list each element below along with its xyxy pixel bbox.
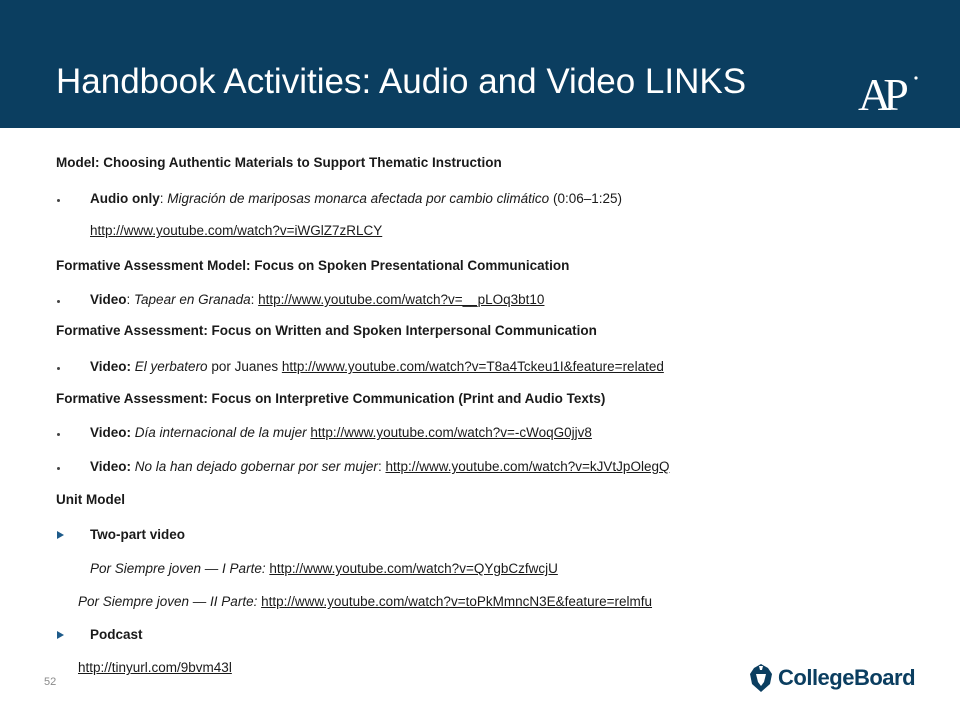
ap-logo bbox=[858, 70, 920, 116]
gobernar-link[interactable]: http://www.youtube.com/watch?v=kJVtJpOlegQ bbox=[385, 459, 670, 474]
fa-spoken-heading: Formative Assessment Model: Focus on Spoken Presentational Communication bbox=[56, 258, 570, 273]
arrow-bullet-icon bbox=[57, 631, 64, 639]
video-label: Video: bbox=[90, 459, 132, 474]
yerbatero-link[interactable]: http://www.youtube.com/watch?v=T8a4Tckeu1I&feature=related bbox=[281, 359, 664, 374]
bullet-dot bbox=[57, 367, 60, 370]
audio-time: (0:06–1:25) bbox=[549, 191, 623, 206]
part1-link[interactable]: http://www.youtube.com/watch?v=QYgbCzfwcjU bbox=[269, 561, 558, 576]
part2-title: Por Siempre joven — II Parte: bbox=[78, 594, 258, 609]
video-by: por Juanes bbox=[207, 359, 282, 374]
bullet-dot bbox=[57, 199, 60, 202]
video-title: No la han dejado gobernar por ser mujer bbox=[134, 459, 378, 474]
collegeboard-logo bbox=[748, 660, 915, 696]
video-label: Video bbox=[90, 292, 127, 307]
video-label: Video: bbox=[90, 359, 132, 374]
audio-label: Audio only bbox=[90, 191, 160, 206]
video-title: Día internacional de la mujer bbox=[134, 425, 307, 440]
slide-title: Handbook Activities: Audio and Video LINKS bbox=[56, 62, 747, 101]
fa-interpretive-item-2: Video: No la han dejado gobernar por ser mujer: http://www.youtube.com/watch?v=kJVtJpOlegQ bbox=[90, 459, 670, 474]
bullet-dot bbox=[57, 433, 60, 436]
fa-spoken-item: Video: Tapear en Granada: http://www.youtube.com/watch?v=__pLOq3bt10 bbox=[90, 292, 545, 307]
video-title: Tapear en Granada bbox=[134, 292, 251, 307]
audio-title: Migración de mariposas monarca afectada por cambio climático bbox=[167, 191, 550, 206]
fa-interpretive-item-1 bbox=[90, 425, 592, 441]
collegeboard-wordmark: CollegeBoard bbox=[778, 665, 916, 690]
fa-interpersonal-heading: Formative Assessment: Focus on Written and Spoken Interpersonal Communication bbox=[56, 323, 597, 338]
acorn-icon bbox=[748, 662, 774, 694]
audio-item: Audio only: Migración de mariposas monarca afectada por cambio climático (0:06–1:25) bbox=[90, 191, 623, 206]
podcast-label: Podcast bbox=[90, 627, 143, 642]
tapear-link[interactable]: http://www.youtube.com/watch?v=__pLOq3bt10 bbox=[258, 292, 545, 307]
model-heading: Model: Choosing Authentic Materials to Support Thematic Instruction bbox=[56, 155, 502, 170]
part2-item bbox=[78, 594, 652, 610]
unit-model-heading: Unit Model bbox=[56, 492, 125, 507]
part1-item bbox=[90, 561, 558, 577]
video-label: Video: bbox=[90, 425, 132, 440]
fa-interpretive-heading: Formative Assessment: Focus on Interpretive Communication (Print and Audio Texts) bbox=[56, 391, 606, 406]
part1-title: Por Siempre joven — I Parte: bbox=[90, 561, 266, 576]
svg-text:AP: AP bbox=[858, 70, 901, 116]
bullet-dot bbox=[57, 300, 60, 303]
video-title: El yerbatero bbox=[134, 359, 208, 374]
arrow-bullet-icon bbox=[57, 531, 64, 539]
podcast-link[interactable]: http://tinyurl.com/9bvm43l bbox=[78, 660, 232, 675]
page-number: 52 bbox=[44, 676, 57, 688]
two-part-video-label: Two-part video bbox=[90, 527, 186, 542]
bullet-dot bbox=[57, 467, 60, 470]
fa-interpersonal-item bbox=[90, 359, 664, 375]
mujer-link[interactable]: http://www.youtube.com/watch?v=-cWoqG0jjv8 bbox=[310, 425, 592, 440]
part2-link[interactable]: http://www.youtube.com/watch?v=toPkMmncN3E&feature=relmfu bbox=[261, 594, 653, 609]
audio-link[interactable]: http://www.youtube.com/watch?v=iWGlZ7zRLCY bbox=[90, 223, 383, 238]
